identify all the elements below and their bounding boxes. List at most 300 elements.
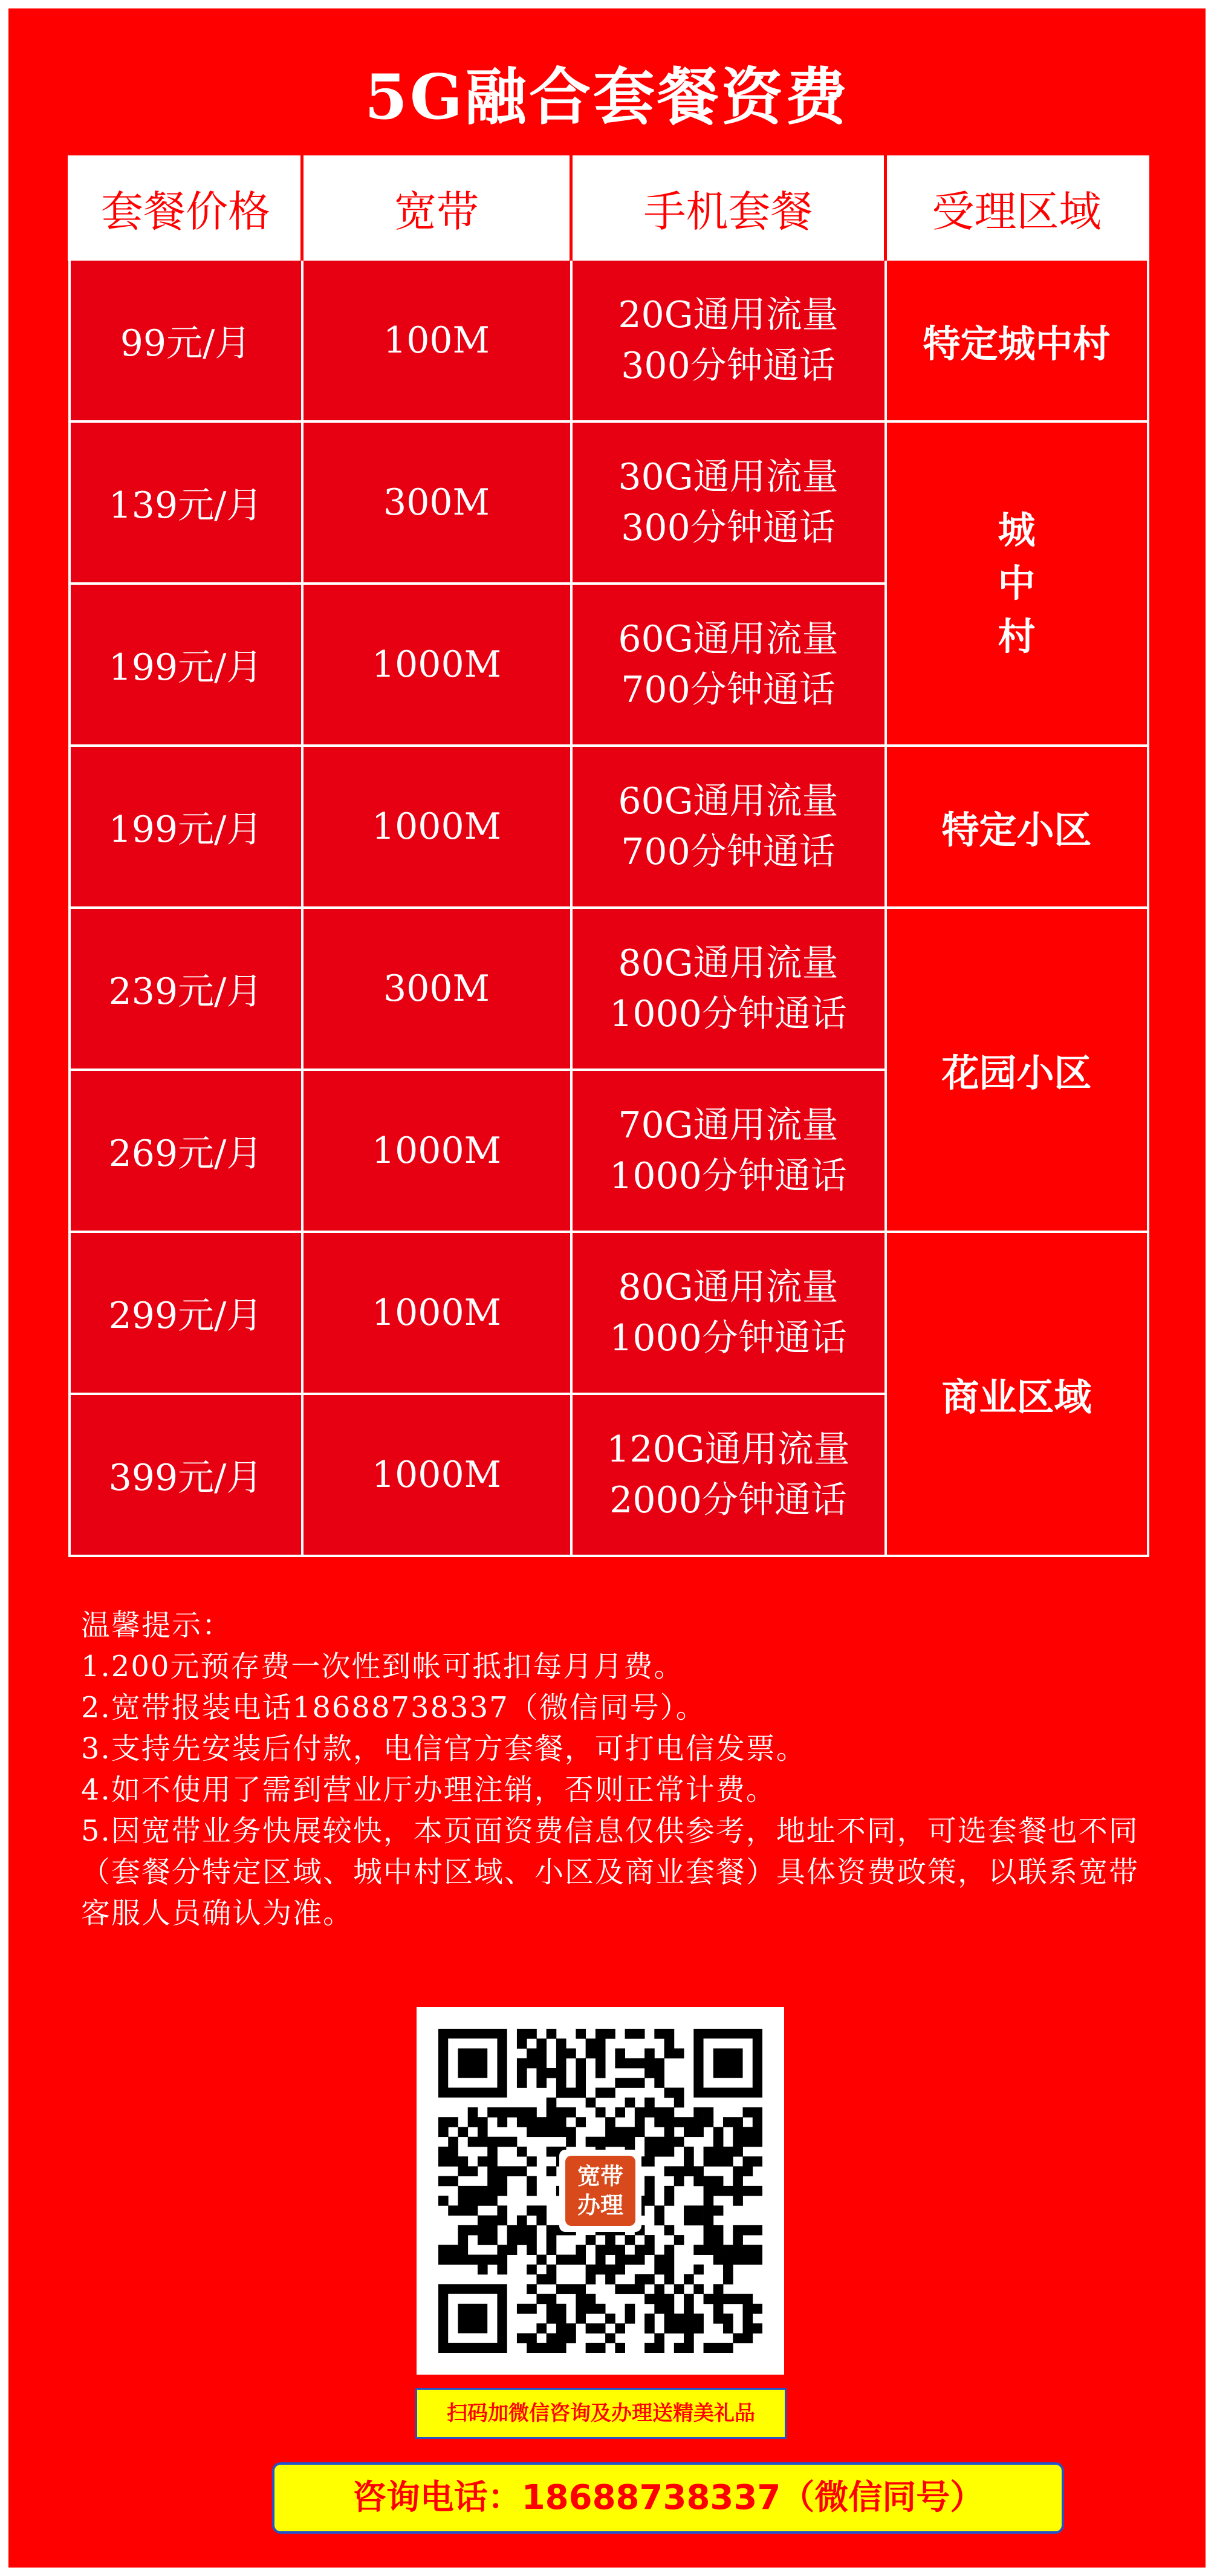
qr-module: [644, 2048, 655, 2058]
qr-badge-line: 办理: [577, 2192, 623, 2219]
qr-module: [596, 2304, 606, 2314]
qr-module: [635, 2058, 645, 2069]
qr-module: [664, 2166, 675, 2176]
qr-module: [654, 2334, 664, 2344]
qr-module: [527, 2058, 537, 2069]
qr-module: [547, 2127, 557, 2137]
qr-module: [507, 2107, 518, 2118]
broadband-cell: 300M: [302, 421, 571, 584]
qr-module: [586, 2294, 596, 2304]
qr-module: [605, 2235, 615, 2245]
qr-module: [733, 2294, 743, 2304]
data-allowance: 80G通用流量: [618, 942, 839, 984]
qr-finder-square: [713, 2048, 743, 2078]
qr-module: [674, 2235, 684, 2245]
qr-module: [664, 2314, 675, 2324]
qr-module: [478, 2225, 488, 2236]
qr-module: [704, 2343, 714, 2353]
qr-module: [704, 2235, 714, 2245]
qr-module: [644, 2098, 655, 2108]
qr-module: [713, 2127, 724, 2137]
qr-module: [743, 2294, 753, 2304]
qr-module: [547, 2225, 557, 2236]
price-cell: 199元/月: [70, 746, 302, 908]
qr-module: [556, 2255, 566, 2265]
qr-module: [674, 2166, 684, 2176]
qr-module: [448, 2147, 458, 2157]
qr-center-badge: [559, 2150, 641, 2232]
qr-finder-square: [458, 2304, 487, 2334]
qr-module: [753, 2117, 762, 2127]
tips-heading: 温馨提示：: [81, 1608, 233, 1642]
qr-module: [605, 2117, 615, 2127]
qr-module: [743, 2137, 753, 2147]
qr-module: [644, 2068, 655, 2078]
data-allowance: 80G通用流量: [618, 1266, 839, 1309]
qr-module: [615, 2137, 625, 2147]
qr-module: [693, 2323, 704, 2334]
qr-module: [635, 2078, 645, 2088]
qr-module: [644, 2137, 655, 2147]
qr-module: [448, 2117, 458, 2127]
qr-module: [497, 2216, 507, 2226]
qr-module: [693, 2216, 704, 2226]
qr-module: [654, 2284, 664, 2294]
qr-module: [536, 2038, 547, 2049]
qr-module: [458, 2235, 468, 2245]
qr-module: [556, 2284, 566, 2294]
price-cell: 299元/月: [70, 1232, 302, 1394]
table-row: [70, 259, 1148, 421]
qr-module: [576, 2068, 586, 2078]
qr-module: [733, 2127, 743, 2137]
qr-module: [684, 2127, 694, 2137]
qr-module: [605, 2087, 615, 2098]
mobile-plan-cell: [571, 908, 886, 1070]
qr-module: [438, 2117, 449, 2127]
qr-module: [487, 2166, 498, 2176]
qr-module: [684, 2343, 694, 2353]
header-mobile-plan: 手机套餐: [571, 157, 886, 259]
qr-module: [547, 2304, 557, 2314]
qr-module: [536, 2274, 547, 2285]
qr-module: [507, 2245, 518, 2255]
qr-module: [596, 2137, 606, 2147]
qr-finder-square: [458, 2048, 487, 2078]
qr-module: [566, 2087, 576, 2098]
qr-module: [753, 2255, 762, 2265]
qr-module: [527, 2107, 537, 2118]
qr-module: [654, 2255, 664, 2265]
qr-module: [713, 2205, 724, 2216]
qr-module: [527, 2117, 537, 2127]
qr-module: [448, 2156, 458, 2167]
qr-module: [556, 2068, 566, 2078]
qr-module: [438, 2156, 449, 2167]
qr-module: [536, 2068, 547, 2078]
qr-module: [644, 2058, 655, 2069]
qr-module: [684, 2304, 694, 2314]
qr-module: [684, 2274, 694, 2285]
qr-module: [468, 2117, 478, 2127]
qr-module: [704, 2117, 714, 2127]
qr-module: [487, 2176, 498, 2187]
qr-module: [753, 2304, 762, 2314]
qr-module: [517, 2304, 527, 2314]
qr-module: [654, 2078, 664, 2088]
plan-table: [68, 155, 1149, 1557]
qr-module: [517, 2235, 527, 2245]
qr-module: [586, 2048, 596, 2058]
qr-module: [753, 2225, 762, 2236]
qr-module: [576, 2304, 586, 2314]
qr-module: [615, 2284, 625, 2294]
qr-module: [517, 2147, 527, 2157]
qr-module: [507, 2235, 518, 2245]
qr-module: [596, 2323, 606, 2334]
qr-module: [478, 2216, 488, 2226]
qr-module: [654, 2265, 664, 2275]
qr-module: [497, 2265, 507, 2275]
price-cell: 399元/月: [70, 1394, 302, 1556]
qr-module: [713, 2235, 724, 2245]
qr-module: [704, 2156, 714, 2167]
area-char: 中: [998, 561, 1036, 605]
qr-module: [576, 2058, 586, 2069]
qr-caption: 扫码加微信咨询及办理送精美礼品: [415, 2388, 787, 2439]
qr-module: [576, 2117, 586, 2127]
qr-module: [625, 2314, 635, 2324]
qr-module: [547, 2098, 557, 2108]
qr-module: [654, 2216, 664, 2226]
qr-module: [497, 2166, 507, 2176]
broadband-cell: 1000M: [302, 584, 571, 746]
qr-module: [644, 2294, 655, 2304]
qr-module: [704, 2205, 714, 2216]
qr-module: [743, 2314, 753, 2324]
qr-module: [547, 2343, 557, 2353]
broadband-cell: 1000M: [302, 1232, 571, 1394]
qr-module: [684, 2166, 694, 2176]
qr-module: [723, 2156, 733, 2167]
qr-module: [487, 2216, 498, 2226]
qr-module: [547, 2117, 557, 2127]
qr-module: [713, 2176, 724, 2187]
qr-module: [704, 2186, 714, 2196]
qr-module: [527, 2205, 537, 2216]
qr-module: [547, 2147, 557, 2157]
qr-module: [753, 2127, 762, 2137]
price-cell: 199元/月: [70, 584, 302, 746]
qr-module: [566, 2107, 576, 2118]
qr-module: [566, 2323, 576, 2334]
price-cell: 139元/月: [70, 421, 302, 584]
qr-module: [576, 2314, 586, 2324]
qr-module: [556, 2048, 566, 2058]
qr-module: [625, 2304, 635, 2314]
data-allowance: 20G通用流量: [618, 294, 839, 336]
area-char: 城: [998, 508, 1036, 552]
qr-module: [586, 2235, 596, 2245]
qr-module: [704, 2176, 714, 2187]
qr-module: [733, 2166, 743, 2176]
qr-module: [654, 2117, 664, 2127]
qr-module: [635, 2274, 645, 2285]
qr-module: [547, 2314, 557, 2324]
qr-module: [497, 2107, 507, 2118]
qr-module: [723, 2343, 733, 2353]
qr-module: [644, 2196, 655, 2206]
qr-module: [536, 2323, 547, 2334]
qr-module: [478, 2265, 488, 2275]
qr-module: [684, 2314, 694, 2324]
qr-module: [547, 2265, 557, 2275]
qr-module: [438, 2147, 449, 2157]
qr-module: [674, 2323, 684, 2334]
qr-module: [713, 2186, 724, 2196]
qr-module: [713, 2225, 724, 2236]
page-title: 5G融合套餐资费: [364, 61, 850, 134]
qr-module: [527, 2176, 537, 2187]
qr-module: [566, 2255, 576, 2265]
qr-module: [733, 2196, 743, 2206]
tip-item: 2.宽带报装电话18688738337（微信同号）。: [81, 1691, 706, 1725]
qr-module: [733, 2147, 743, 2157]
qr-module: [723, 2265, 733, 2275]
qr-module: [527, 2156, 537, 2167]
header-broadband: 宽带: [302, 157, 571, 259]
qr-module: [596, 2255, 606, 2265]
qr-module: [448, 2176, 458, 2187]
qr-module: [478, 2255, 488, 2265]
qr-module: [517, 2029, 527, 2039]
qr-module: [536, 2294, 547, 2304]
qr-module: [547, 2029, 557, 2039]
qr-module: [664, 2294, 675, 2304]
qr-module: [576, 2087, 586, 2098]
qr-module: [487, 2235, 498, 2245]
qr-module: [576, 2029, 586, 2039]
qr-module: [654, 2343, 664, 2353]
qr-module: [507, 2166, 518, 2176]
qr-module: [458, 2255, 468, 2265]
qr-module: [723, 2245, 733, 2255]
mobile-plan-cell: [571, 746, 886, 908]
qr-module: [458, 2186, 468, 2196]
qr-module: [468, 2166, 478, 2176]
qr-module: [507, 2137, 518, 2147]
qr-module: [468, 2137, 478, 2147]
qr-module: [556, 2058, 566, 2069]
qr-module: [596, 2265, 606, 2275]
table-header-row: [70, 157, 1148, 259]
area-cell-village: [886, 421, 1148, 746]
qr-module: [635, 2284, 645, 2294]
qr-module: [547, 2107, 557, 2118]
broadband-cell: 300M: [302, 908, 571, 1070]
qr-module: [615, 2343, 625, 2353]
qr-module: [723, 2186, 733, 2196]
qr-module: [468, 2107, 478, 2118]
qr-module: [625, 2058, 635, 2069]
qr-module: [674, 2117, 684, 2127]
qr-module: [684, 2294, 694, 2304]
qr-module: [478, 2196, 488, 2206]
qr-module: [566, 2284, 576, 2294]
qr-module: [664, 2029, 675, 2039]
call-minutes: 1000分钟通话: [609, 1317, 847, 1359]
mobile-plan-cell: [571, 1394, 886, 1556]
qr-module: [674, 2137, 684, 2147]
qr-module: [713, 2147, 724, 2157]
qr-module: [497, 2137, 507, 2147]
qr-module: [664, 2147, 675, 2157]
header-service-area: 受理区域: [886, 157, 1148, 259]
qr-module: [536, 2048, 547, 2058]
qr-module: [527, 2235, 537, 2245]
qr-module: [704, 2196, 714, 2206]
qr-module: [576, 2078, 586, 2088]
qr-module: [438, 2176, 449, 2187]
broadband-cell: 1000M: [302, 746, 571, 908]
qr-module: [664, 2255, 675, 2265]
qr-module: [625, 2137, 635, 2147]
qr-module: [468, 2205, 478, 2216]
qr-module: [478, 2156, 488, 2167]
qr-module: [684, 2323, 694, 2334]
qr-module: [693, 2166, 704, 2176]
qr-module: [586, 2098, 596, 2108]
qr-module: [497, 2255, 507, 2265]
tips-section: [81, 1605, 1145, 1934]
qr-module: [693, 2107, 704, 2118]
qr-module: [713, 2343, 724, 2353]
qr-module: [556, 2038, 566, 2049]
tip-item: 1.200元预存费一次性到帐可抵扣每月月费。: [81, 1650, 684, 1683]
qr-module: [713, 2284, 724, 2294]
qr-module: [733, 2225, 743, 2236]
qr-module: [743, 2245, 753, 2255]
qr-module: [704, 2216, 714, 2226]
mobile-plan-cell: [571, 1232, 886, 1394]
qr-module: [517, 2107, 527, 2118]
qr-module: [753, 2107, 762, 2118]
qr-module: [733, 2137, 743, 2147]
qr-module: [644, 2235, 655, 2245]
qr-module: [644, 2147, 655, 2157]
qr-module: [478, 2235, 488, 2245]
qr-module: [704, 2225, 714, 2236]
qr-module: [753, 2156, 762, 2167]
qr-module: [517, 2078, 527, 2088]
qr-module: [487, 2225, 498, 2236]
qr-module: [566, 2137, 576, 2147]
qr-module: [733, 2186, 743, 2196]
price-cell: 99元/月: [70, 259, 302, 421]
qr-module: [664, 2304, 675, 2314]
qr-module: [674, 2314, 684, 2324]
mobile-plan-cell: [571, 259, 886, 421]
qr-module: [664, 2107, 675, 2118]
qr-module: [605, 2334, 615, 2344]
hotline-banner[interactable]: 咨询电话：18688738337（微信同号）: [272, 2462, 1064, 2534]
qr-module: [556, 2304, 566, 2314]
qr-module: [704, 2107, 714, 2118]
qr-module: [644, 2186, 655, 2196]
qr-module: [527, 2245, 537, 2255]
call-minutes: 700分钟通话: [621, 669, 836, 711]
qr-module: [576, 2255, 586, 2265]
wechat-qr-code[interactable]: [417, 2007, 784, 2375]
qr-module: [497, 2245, 507, 2255]
qr-module: [644, 2314, 655, 2324]
qr-module: [674, 2048, 684, 2058]
area-cell-specific-village: 特定城中村: [886, 259, 1148, 421]
qr-module: [556, 2343, 566, 2353]
qr-module: [684, 2205, 694, 2216]
qr-module: [664, 2225, 675, 2236]
mobile-plan-cell: [571, 421, 886, 584]
qr-module: [704, 2245, 714, 2255]
qr-module: [723, 2147, 733, 2157]
area-cell-specific-community: 特定小区: [886, 746, 1148, 908]
qr-module: [487, 2147, 498, 2157]
qr-module: [478, 2186, 488, 2196]
qr-module: [458, 2156, 468, 2167]
qr-module: [487, 2137, 498, 2147]
qr-module: [596, 2038, 606, 2049]
broadband-cell: 1000M: [302, 1394, 571, 1556]
qr-module: [615, 2078, 625, 2088]
qr-module: [596, 2068, 606, 2078]
qr-module: [596, 2343, 606, 2353]
qr-module: [458, 2196, 468, 2206]
qr-module: [605, 2245, 615, 2255]
qr-module: [527, 2048, 537, 2058]
qr-module: [664, 2323, 675, 2334]
qr-module: [654, 2137, 664, 2147]
qr-module: [664, 2137, 675, 2147]
qr-module: [487, 2107, 498, 2118]
qr-module: [517, 2038, 527, 2049]
qr-module: [497, 2117, 507, 2127]
qr-module: [615, 2048, 625, 2058]
qr-module: [566, 2127, 576, 2137]
tip-item: 4.如不使用了需到营业厅办理注销，否则正常计费。: [81, 1773, 776, 1807]
qr-module: [586, 2274, 596, 2285]
qr-module: [586, 2304, 596, 2314]
qr-module: [615, 2058, 625, 2069]
qr-module: [684, 2117, 694, 2127]
qr-module: [468, 2255, 478, 2265]
qr-module: [527, 2304, 537, 2314]
qr-module: [664, 2048, 675, 2058]
qr-module: [664, 2196, 675, 2206]
qr-module: [733, 2255, 743, 2265]
qr-module: [743, 2166, 753, 2176]
qr-module: [693, 2205, 704, 2216]
qr-module: [576, 2294, 586, 2304]
qr-module: [625, 2235, 635, 2245]
qr-module: [487, 2186, 498, 2196]
qr-module: [605, 2265, 615, 2275]
qr-module: [743, 2225, 753, 2236]
qr-module: [448, 2255, 458, 2265]
qr-module: [527, 2186, 537, 2196]
qr-module: [478, 2127, 488, 2137]
qr-module: [605, 2274, 615, 2285]
broadband-cell: 100M: [302, 259, 571, 421]
